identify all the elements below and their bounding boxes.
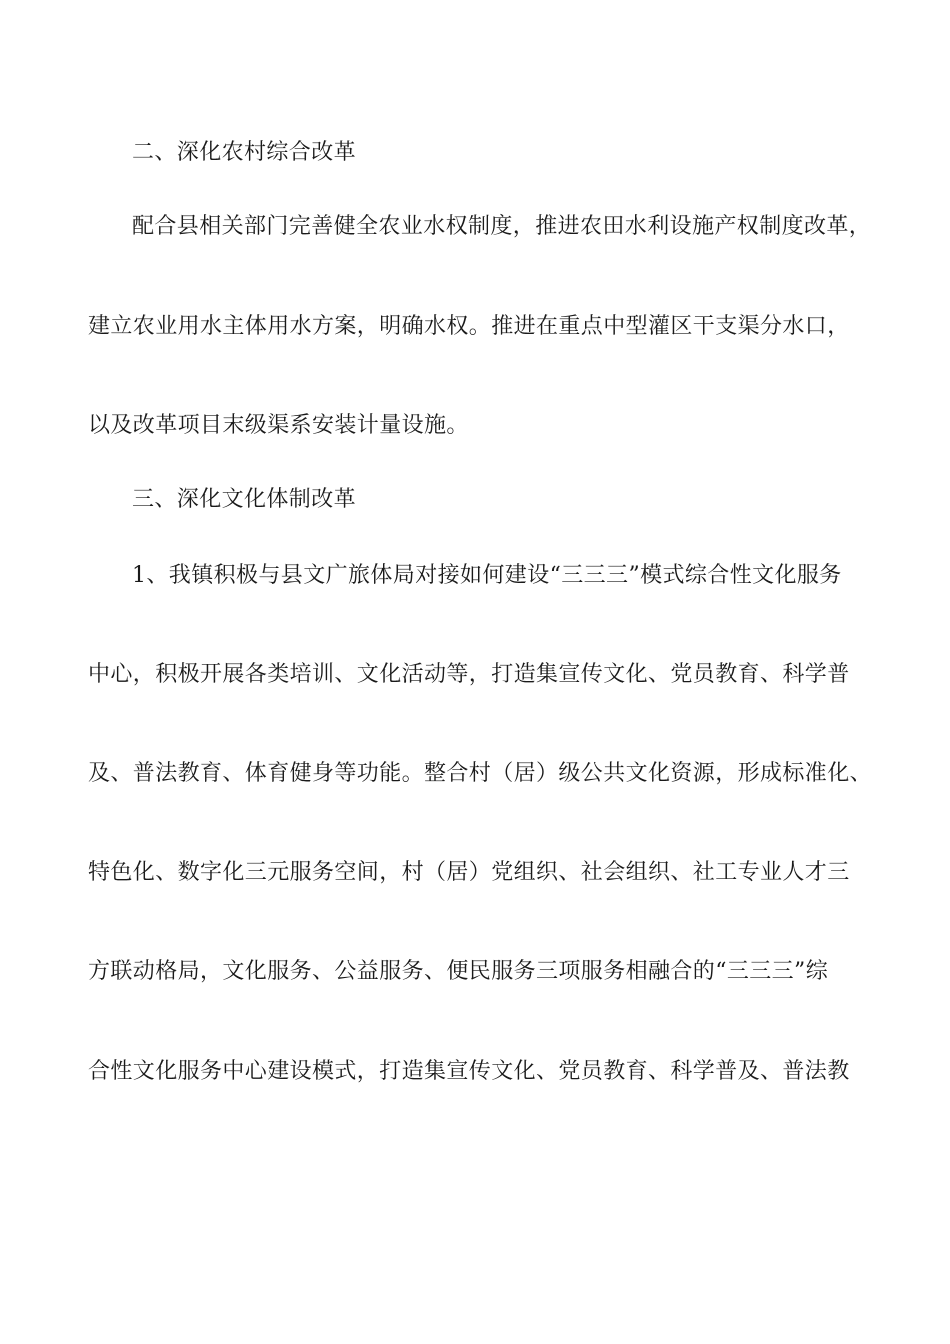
section-heading-culture-reform: 三、深化文化体制改革: [132, 487, 357, 512]
paragraph-line: 建立农业用水主体用水方案，明确水权。推进在重点中型灌区干支渠分水口，: [88, 314, 850, 339]
paragraph-line: 中心，积极开展各类培训、文化活动等，打造集宣传文化、党员教育、科学普: [88, 662, 850, 687]
paragraph-line: 1、我镇积极与县文广旅体局对接如何建设“三三三”模式综合性文化服务: [132, 563, 842, 588]
paragraph-line: 以及改革项目末级渠系安装计量设施。: [88, 413, 469, 438]
paragraph-line: 合性文化服务中心建设模式，打造集宣传文化、党员教育、科学普及、普法教: [88, 1059, 850, 1084]
section-heading-rural-reform: 二、深化农村综合改革: [132, 140, 357, 165]
paragraph-line: 方联动格局，文化服务、公益服务、便民服务三项服务相融合的“三三三”综: [88, 959, 829, 984]
paragraph-line: 特色化、数字化三元服务空间，村（居）党组织、社会组织、社工专业人才三: [88, 860, 850, 885]
paragraph-line: 及、普法教育、体育健身等功能。整合村（居）级公共文化资源，形成标准化、: [88, 761, 873, 786]
paragraph-line: 配合县相关部门完善健全农业水权制度，推进农田水利设施产权制度改革，: [132, 214, 872, 239]
